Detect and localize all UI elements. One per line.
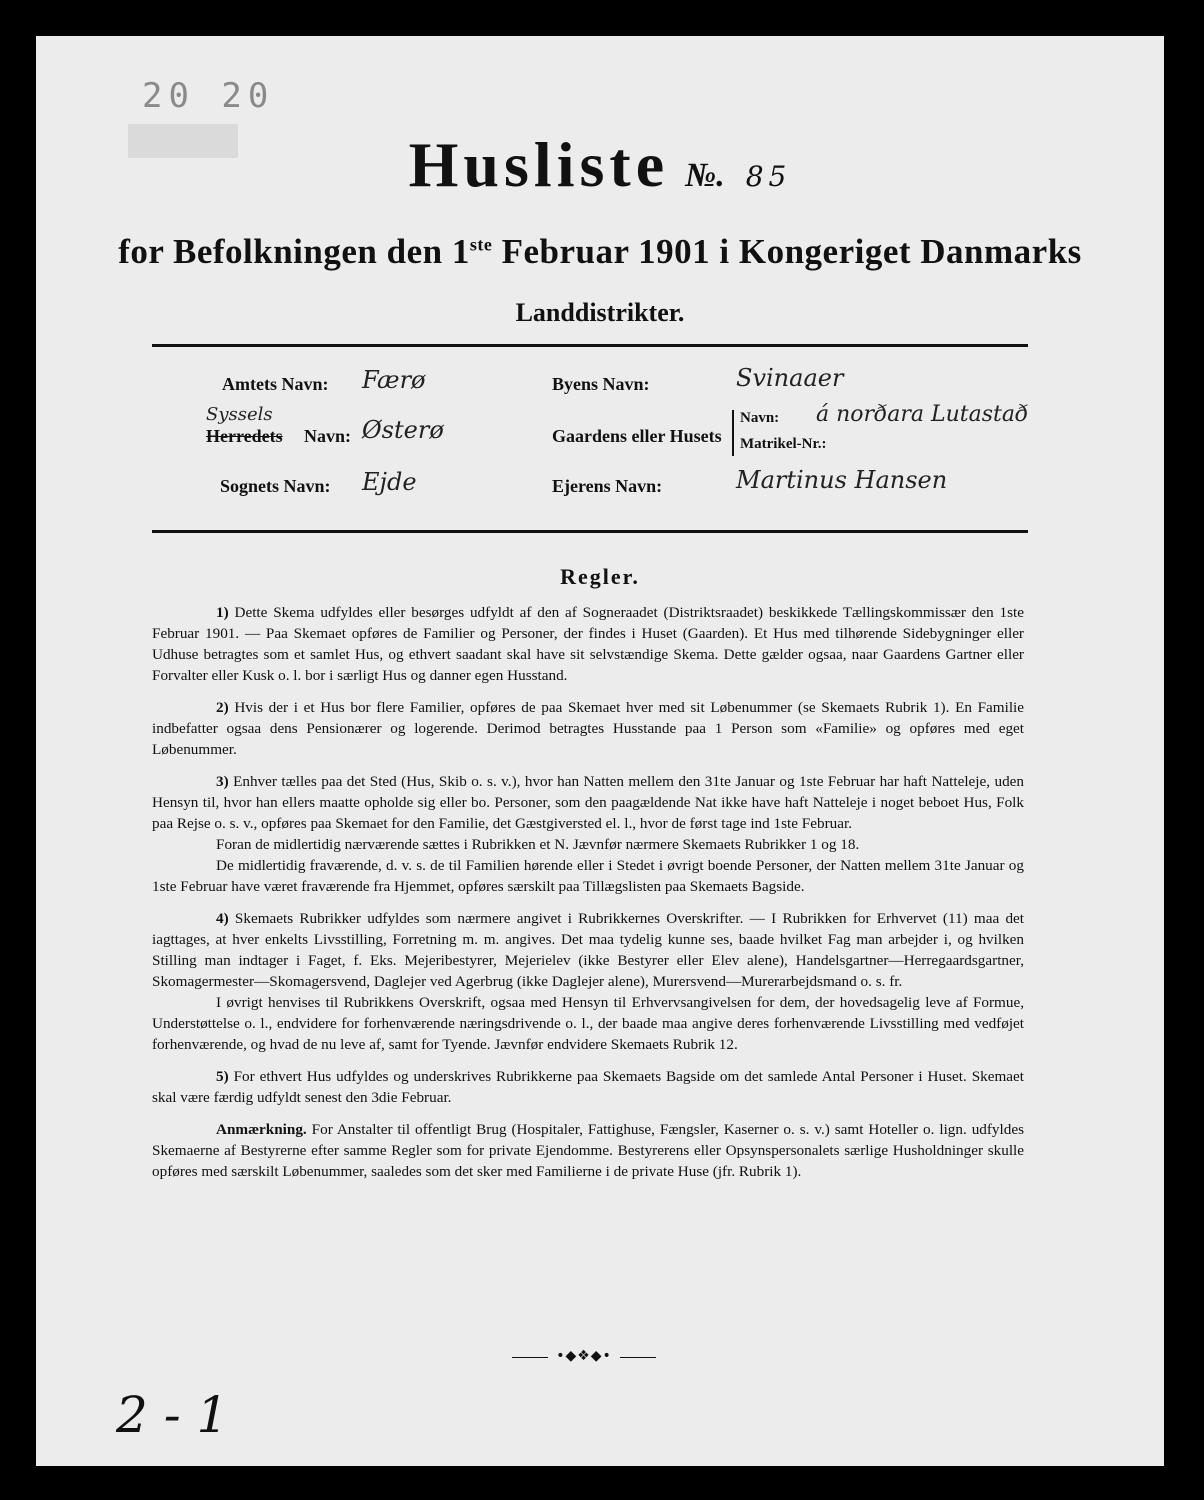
census-sheet — [36, 36, 1164, 1466]
rule-paragraph: 1) Dette Skema udfyldes eller besørges udfyldt af den af Sogneraadet (Distriktsraadet) beskikkede Tællingskommissær den 1ste Februar 1901. — Paa Skemaet opføres de Familier og Personer, der findes i Huset (Gaarden). Et Hus med tilhørende Sidebygninger eller Udhuse betragtes som et samlet Hus, og ethvert saadant skal have sit selvstændige Skema. Dette gælder ogsaa, naar Gaardens Gartner eller Forvalter eller Kusk o. l. bor i særligt Hus og danner egen Husstand. — [152, 604, 1024, 684]
rule-paragraph: Foran de midlertidig nærværende sættes i Rubrikken et N. Jævnfør nærmere Skemaets Rubrikker 1 og 18. — [216, 836, 860, 853]
rule-paragraph: 2) Hvis der i et Hus bor flere Familier, opføres de paa Skemaet hver med sit Løbenummer (se Skemaets Rubrik 1). En Familie indbefatter ogsaa dens Pensionærer og logerende. Derimod betragtes Husstande paa 1 Person som «Familie» og opføres med eget Løbenummer. — [152, 699, 1025, 758]
number-label: №. — [685, 157, 725, 194]
herred-handwritten: Syssels — [206, 404, 273, 425]
rule-paragraph: De midlertidig fraværende, d. v. s. de til Familien hørende eller i Stedet i øvrigt boende Personer, der Natten mellem 31te Januar og 1ste Februar have været fraværende fra Hjemmet, opføres særskilt paa Tillægslisten paa Skemaets Bagside. — [152, 857, 1024, 895]
house-number: 85 — [745, 160, 792, 193]
rules-list — [152, 602, 1024, 1193]
archive-stamp-number: 20 20 — [142, 76, 275, 116]
rule-paragraph: 3) Enhver tælles paa det Sted (Hus, Skib o. s. v.), hvor han Natten mellem den 31te Januar og 1ste Februar har haft Natteleje, uden Hensyn til, hvor han ellers maatte opholde sig eller bo. Personer, som den paagældende Nat ikke have haft Natteleje i noget beboet Hus, Folk paa Rejse o. s. v., opføres paa Skemaet for den Familie, det Gæstgiversted el. l., hvor de først tage ind 1ste Februar. — [152, 773, 1024, 832]
ejer-value: Martinus Hansen — [736, 466, 948, 494]
rule-paragraph: 4) Skemaets Rubrikker udfyldes som nærmere angivet i Rubrikkernes Overskrifter. — I Rubrikken for Erhvervet (11) maa det iagttages, at hver enkelts Livsstilling, Forretning m. m. angives. Det maa tydelig kunne ses, baade hvilket Fag man arbejder i, og hvilken Stilling man indtager i Faget, f. Eks. Mejeribestyrer, Mejerielev (ikke Bestyrer eller Elev alene), Handelsgartner—Herregaardsgartner, Skomagermester—Skomagersvend, Daglejer ved Agerbrug (ikke Daglejer alene), Murersvend—Murerarbejdsmand o. s. fr. — [152, 910, 1025, 990]
gaard-label: Gaardens eller Husets — [552, 426, 722, 446]
ejer-label: Ejerens Navn: — [552, 476, 663, 496]
navn-label: Navn: — [740, 410, 780, 426]
matrikel-label: Matrikel-Nr.: — [740, 436, 827, 452]
herred-prefix: Herredets — [206, 426, 283, 446]
rule-paragraph: I øvrigt henvises til Rubrikkens Overskrift, ogsaa med Hensyn til Erhvervsangivelsen for dem, der hovedsagelig leve af Formue, Understøttelse o. l., endvidere for forhenværende næringsdrivende o. l., der baade maa angive deres forhenværende Livsstilling med vedføjet forhenværende, og hvad de nu leve af, samt for Tyende. Jævnfør endvidere Skemaets Rubrik 12. — [152, 994, 1024, 1053]
field-bracket — [732, 410, 734, 456]
amt-value: Færø — [362, 366, 426, 394]
navn-value: á norðara Lutastað — [816, 402, 1029, 427]
amt-label: Amtets Navn: — [222, 374, 329, 394]
rules-heading: Regler. — [560, 564, 640, 589]
by-label: Byens Navn: — [552, 374, 650, 394]
herred-value: Østerø — [362, 416, 444, 444]
by-value: Svinaaer — [736, 364, 844, 392]
note-paragraph: Anmærkning. For Anstalter til offentligt Brug (Hospitaler, Fattighuse, Fængsler, Kaserner o. s. v.) samt Hoteller o. lign. udfyldes Skemaerne af Bestyrerne efter samme Regler som for private Ejendomme. Bestyrerens eller Opsynspersonalets særlige Husholdninger skulle opføres med særskilt Løbenummer, saaledes som det sker med Familierne i de private Huse (jfr. Rubrik 1). — [152, 1121, 1024, 1180]
handwritten-corner-note: 2 - 1 — [116, 1386, 229, 1444]
divider-top — [152, 344, 1028, 347]
sogn-label: Sognets Navn: — [220, 476, 331, 496]
divider-bottom — [152, 530, 1028, 533]
rule-paragraph: 5) For ethvert Hus udfyldes og underskrives Rubrikkerne paa Skemaets Bagside om det samlede Antal Personer i Huset. Skemaet skal være færdig udfyldt senest den 3die Februar. — [152, 1068, 1024, 1106]
page-title — [36, 128, 1164, 202]
ornament-divider: •◆❖◆• — [512, 1348, 656, 1364]
title-main: Husliste — [408, 129, 670, 200]
district-type: Landdistrikter. — [515, 298, 685, 327]
subtitle: for Befolkningen den 1ste Februar 1901 i Kongeriget Danmarks — [118, 232, 1082, 271]
sogn-value: Ejde — [362, 468, 417, 496]
herred-label: Navn: — [304, 426, 352, 446]
